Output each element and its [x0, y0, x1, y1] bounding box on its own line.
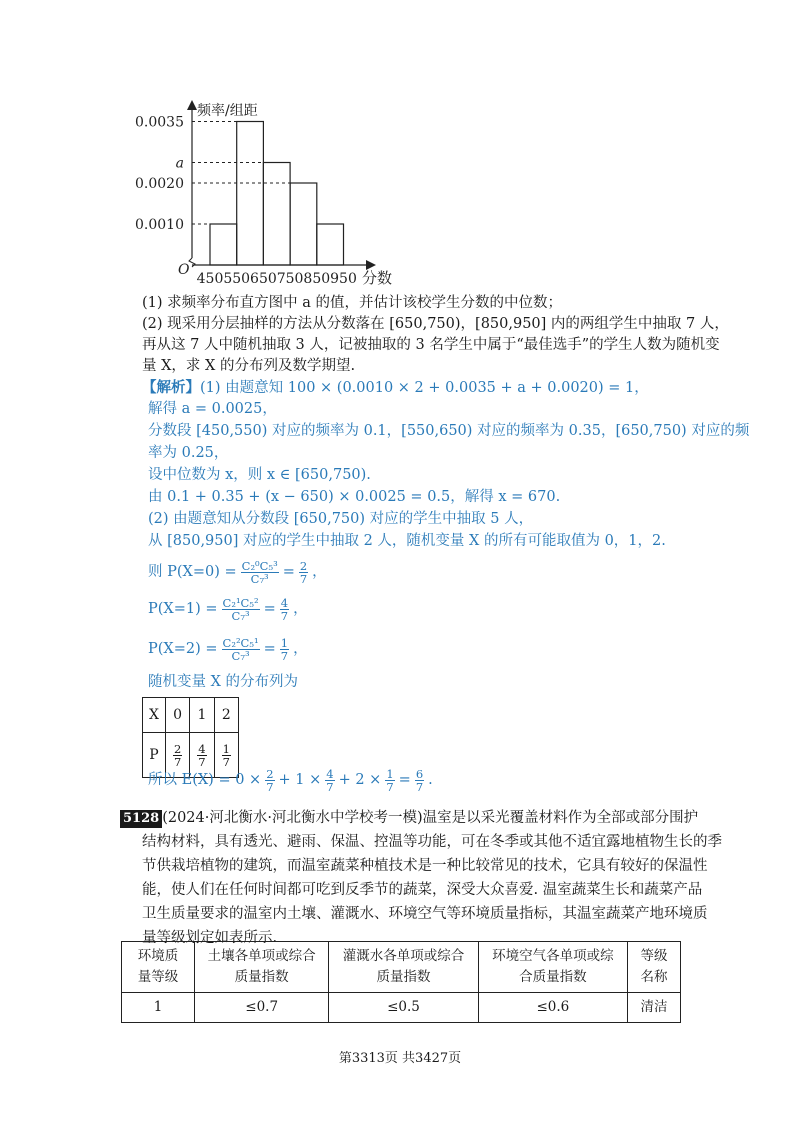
histogram-chart	[0, 0, 420, 290]
solution-tag: 【解析】	[142, 379, 200, 396]
solution-line-3: 分数段 [450,550) 对应的频率为 0.1，[550,650) 对应的频率为 0.35，[650,750) 对应的频	[148, 423, 750, 439]
table-header-cell: 等级 名称	[628, 942, 681, 993]
fraction: $\frac{2}{7}$	[299, 559, 308, 586]
table-row	[143, 698, 239, 733]
table-cell: 0	[165, 698, 189, 733]
table-cell: ≤0.5	[329, 993, 478, 1023]
problem-line-4: 能，使人们在任何时间都可吃到反季节的蔬菜，深受大众喜爱. 温室蔬菜生长和蔬菜产品	[142, 882, 703, 898]
prob-x2: P(X=2) = $\frac{\text{C₂²C₅¹}}{\text{C₇³}}$ = $\frac{1}{7}$ ，	[148, 636, 308, 663]
x-tick-label: 850	[303, 271, 331, 287]
solution-line-5: 设中位数为 x，则 x ∈ [650,750).	[148, 467, 371, 483]
y-tick-label: 0.0010	[135, 217, 184, 233]
expectation: 所以 E(X) = 0 × $\frac{2}{7}$ + 1 × $\frac{4}{7}$ + 2 × $\frac{1}{7}$ = $\frac{6}{7}$ .	[148, 767, 433, 794]
prob-x0: 则 P(X=0) = $\frac{\text{C₂⁰C₅³}}{\text{C₇³}}$ = $\frac{2}{7}$ ，	[148, 559, 327, 586]
question-2-line-2: 再从这 7 人中随机抽取 3 人，记被抽取的 3 名学生中属于“最佳选手”的学生人数为随机变	[142, 337, 720, 353]
fraction: $\frac{\text{C₂²C₅¹}}{\text{C₇³}}$	[222, 636, 259, 663]
table-cell: $\frac{2}{7}$	[165, 733, 189, 778]
fraction: $\frac{\text{C₂¹C₅²}}{\text{C₇³}}$	[222, 596, 259, 623]
axis-break	[189, 258, 195, 267]
table-cell: P	[143, 733, 166, 778]
distribution-intro: 随机变量 X 的分布列为	[148, 674, 299, 690]
x-tick-label: 550	[223, 271, 251, 287]
y-tick-label: 0.0020	[135, 176, 184, 192]
solution-line-2: 解得 a = 0.0025，	[148, 401, 277, 417]
table-row	[122, 993, 681, 1023]
table-cell: $\frac{1}{7}$	[214, 733, 238, 778]
fraction: $\frac{6}{7}$	[415, 767, 424, 794]
table-header-cell: 环境质 量等级	[122, 942, 195, 993]
table-cell: ≤0.6	[478, 993, 627, 1023]
problem-line-2: 结构材料，具有透光、避雨、保温、控温等功能，可在冬季或其他不适宜露地植物生长的季	[142, 834, 722, 850]
x-axis-title: 分数	[362, 269, 393, 287]
histogram-bar	[290, 183, 317, 265]
problem-line-6: 量等级划定如表所示.	[142, 930, 278, 946]
fraction: $\frac{\text{C₂⁰C₅³}}{\text{C₇³}}$	[241, 559, 278, 586]
question-1: (1) 求频率分布直方图中 a 的值，并估计该校学生分数的中位数；	[142, 295, 563, 311]
solution-line-8: 从 [850,950] 对应的学生中抽取 2 人，随机变量 X 的所有可能取值为 0，1，2.	[148, 533, 666, 549]
y-axis-title: 频率/组距	[197, 103, 258, 119]
table-cell: $\frac{4}{7}$	[190, 733, 214, 778]
table-cell: ≤0.7	[195, 993, 329, 1023]
environment-quality-table	[121, 941, 681, 1023]
solution-line-4: 率为 0.25，	[148, 445, 229, 461]
fraction: $\frac{4}{7}$	[280, 596, 289, 623]
prob-x1: P(X=1) = $\frac{\text{C₂¹C₅²}}{\text{C₇³}}$ = $\frac{4}{7}$ ，	[148, 596, 308, 623]
table-cell: 2	[214, 698, 238, 733]
table-row	[122, 942, 681, 993]
fraction: $\frac{1}{7}$	[280, 636, 289, 663]
histogram-bar	[210, 224, 237, 265]
fraction: $\frac{2}{7}$	[266, 767, 274, 794]
distribution-table	[142, 697, 239, 778]
problem-line-5: 卫生质量要求的温室内土壤、灌溉水、环境空气等环境质量指标，其温室蔬菜产地环境质	[142, 906, 708, 922]
origin-label: O	[178, 262, 190, 278]
x-tick-label: 750	[276, 271, 304, 287]
solution-line-1: 【解析】(1) 由题意知 100 × (0.0010 × 2 + 0.0035 + a + 0.0020) = 1，	[142, 379, 649, 396]
fraction: $\frac{4}{7}$	[326, 767, 334, 794]
table-header-cell: 环境空气各单项或综 合质量指数	[478, 942, 627, 993]
y-tick-label: 0.0035	[135, 114, 184, 131]
table-header-cell: 土壤各单项或综合 质量指数	[195, 942, 329, 993]
problem-number-badge: 5128	[120, 810, 162, 828]
table-cell: 1	[190, 698, 214, 733]
y-axis-arrow	[187, 100, 197, 110]
question-2-line-3: 量 X，求 X 的分布列及数学期望.	[142, 358, 356, 374]
question-2-line-1: (2) 现采用分层抽样的方法从分数落在 [650,750)，[850,950] 内的两组学生中抽取 7 人，	[142, 316, 729, 332]
x-tick-label: 450	[196, 271, 224, 287]
histogram-bar	[317, 224, 344, 265]
table-cell: X	[143, 698, 166, 733]
problem-line-1: 5128 (2024·河北衡水·河北衡水中学校考一模)温室是以采光覆盖材料作为全部或部分围护	[120, 808, 698, 829]
table-cell: 清洁	[628, 993, 681, 1023]
fraction: $\frac{1}{7}$	[386, 767, 394, 794]
problem-line-3: 节供栽培植物的建筑，而温室蔬菜种植技术是一种比较常见的技术，它具有较好的保温性	[142, 858, 708, 874]
solution-line-7: (2) 由题意知从分数段 [650,750) 对应的学生中抽取 5 人，	[148, 511, 534, 527]
solution-line-6: 由 0.1 + 0.35 + (x − 650) × 0.0025 = 0.5，解得 x = 670.	[148, 489, 561, 505]
table-header-cell: 灌溉水各单项或综合 质量指数	[329, 942, 478, 993]
x-tick-label: 650	[250, 271, 277, 287]
histogram-bar	[263, 163, 290, 266]
page-footer: 第3313页 共3427页	[338, 1051, 462, 1066]
x-tick-label: 950	[330, 271, 357, 287]
y-tick-label: a	[175, 155, 184, 172]
table-cell: 1	[122, 993, 195, 1023]
histogram-bar	[237, 122, 264, 266]
